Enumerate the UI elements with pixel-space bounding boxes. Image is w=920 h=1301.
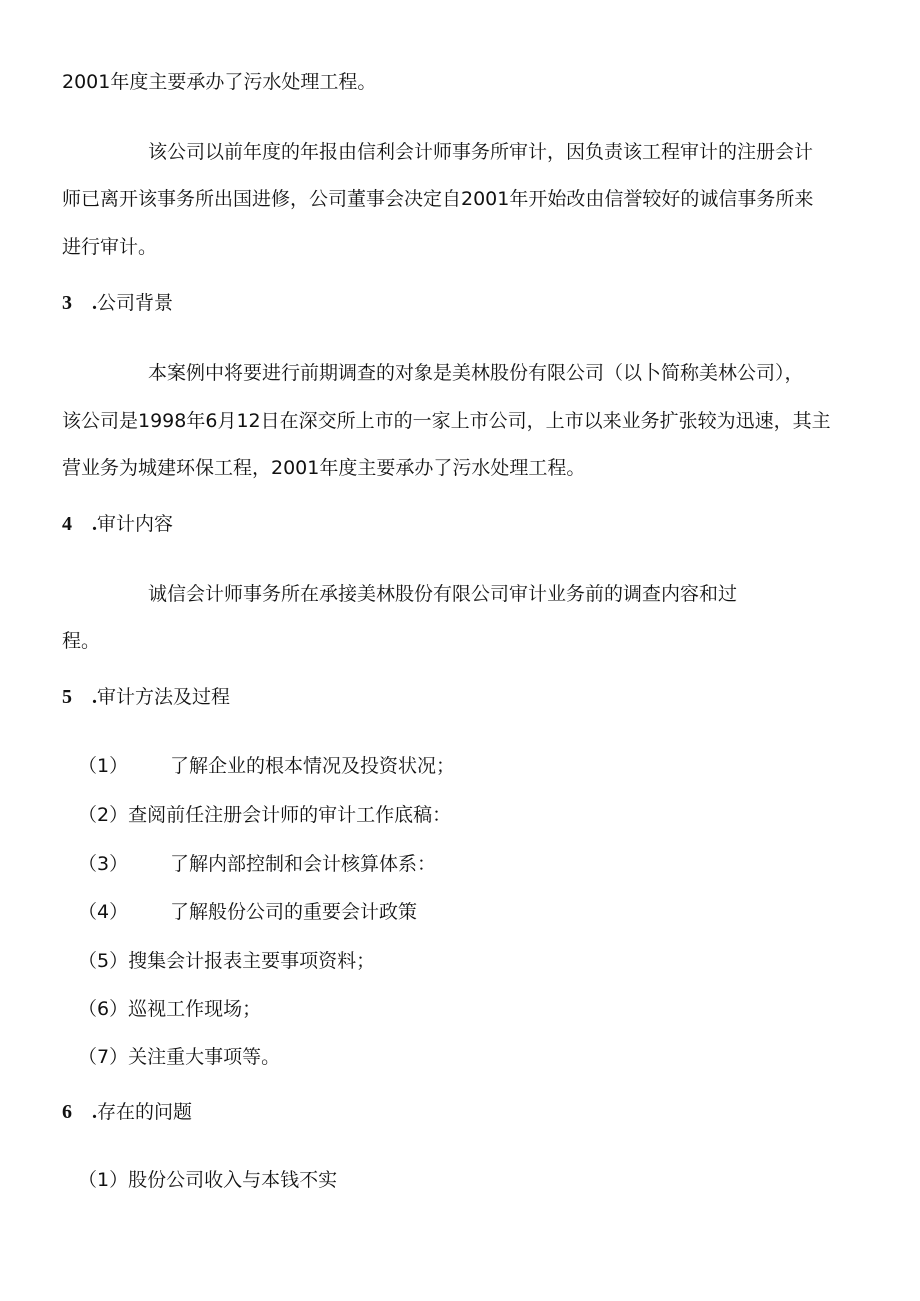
list-item — [78, 852, 436, 876]
section-number: 3 — [62, 292, 72, 314]
paragraph-line: 师已离开该事务所出国进修，公司董事会决定自2001年开始改由信誉较好的诚信事务所来 — [62, 188, 814, 210]
list-text: 股份公司收入与本钱不实 — [128, 1169, 338, 1191]
section-heading-6: 6 .存在的问题 — [62, 1101, 193, 1123]
list-marker: （6） — [78, 998, 129, 1020]
list-item — [78, 803, 451, 827]
list-marker: （1） — [78, 755, 129, 777]
section-number: 5 — [62, 686, 72, 708]
section-number: 6 — [62, 1101, 72, 1123]
list-text: 搜集会计报表主要事项资料； — [128, 950, 376, 972]
section-title: 公司背景 — [97, 292, 174, 314]
list-text: 了解企业的根本情况及投资状况； — [170, 755, 456, 777]
list-item — [78, 900, 417, 924]
list-marker: （3） — [78, 853, 129, 875]
paragraph-line: 该公司以前年度的年报由信利会计师事务所审计，因负责该工程审计的注册会计 — [148, 141, 814, 163]
section-title: 审计内容 — [97, 513, 174, 535]
list-text: 了解般份公司的重要会计政策 — [170, 901, 418, 923]
paragraph-line: 本案例中将要进行前期调查的对象是美林股份有限公司（以卜简称美林公司）， — [148, 362, 804, 384]
list-text: 巡视工作现场； — [128, 998, 262, 1020]
paragraph-line: 程。 — [62, 630, 101, 652]
list-item — [78, 997, 261, 1021]
list-text: 了解内部控制和会计核算体系： — [170, 853, 437, 875]
list-item — [78, 949, 375, 973]
list-marker: （2） — [78, 804, 129, 826]
paragraph-line: 营业务为城建环保工程，2001年度主要承办了污水处理工程。 — [62, 457, 586, 479]
section-heading-5: 5 .审计方法及过程 — [62, 686, 231, 708]
list-marker: （4） — [78, 901, 129, 923]
paragraph-line: 2001年度主要承办了污水处理工程。 — [62, 71, 377, 93]
section-number: 4 — [62, 513, 72, 535]
list-marker: （5） — [78, 950, 129, 972]
paragraph-line: 该公司是1998年6月12日在深交所上市的一家上市公司，上市以来业务扩张较为迅速，其主 — [62, 410, 831, 432]
list-item — [78, 1045, 280, 1069]
list-text: 查阅前任注册会计师的审计工作底稿： — [128, 804, 452, 826]
paragraph-line: 进行审计。 — [62, 236, 158, 258]
section-title: 存在的问题 — [97, 1101, 193, 1123]
section-heading-3: 3 .公司背景 — [62, 292, 174, 314]
paragraph-line: 诚信会计师事务所在承接美林股份有限公司审计业务前的调查内容和过 — [148, 583, 738, 605]
list-text: 关注重大事项等。 — [128, 1046, 281, 1068]
list-item — [78, 754, 455, 778]
list-item — [78, 1168, 337, 1192]
section-heading-4: 4 .审计内容 — [62, 513, 174, 535]
list-marker: （1） — [78, 1169, 129, 1191]
section-title: 审计方法及过程 — [97, 686, 231, 708]
list-marker: （7） — [78, 1046, 129, 1068]
